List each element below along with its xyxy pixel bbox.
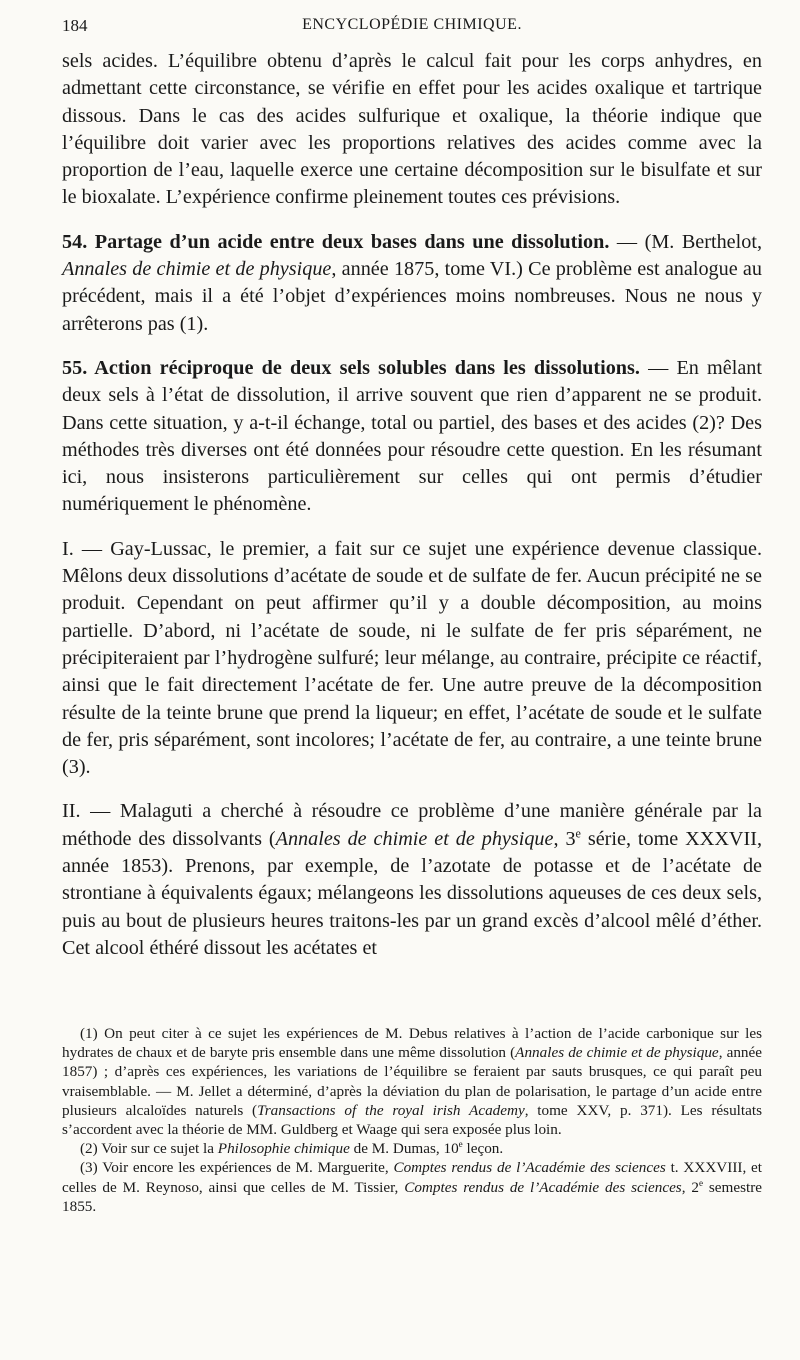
footnote-2 <box>62 1139 762 1158</box>
text-run: (2) Voir sur ce sujet la <box>80 1140 218 1158</box>
body-text <box>62 48 762 962</box>
text-run: semestre 1855. <box>62 1178 762 1215</box>
text-run: — En mêlant deux sels à l’état de dissolution, il arrive souvent que rien d’apparent ne se produit. Dans cette situation, y a-t-il échange, total ou partiel, des bases et des acides (2)? Des méthodes très diverses ont été données pour résoudre cette question. En les résumant ici, nous insisterons particulièrement sur celles qui ont permis d’étudier numériquement le phénomène. <box>62 356 762 516</box>
text-run: e <box>458 1139 463 1150</box>
text-run: , année 1875, tome VI.) Ce problème est analogue au précédent, mais il a été l’objet d’expériences moins nombreuses. Nous ne nous y arrêterons pas (1). <box>62 258 762 335</box>
section-55-part-I <box>62 536 762 782</box>
text-run: , année 1857) ; d’après ces expériences, les variations de l’équilibre se feraient par sauts brusques, ce qui paraît peu vraisemblable. — M. Jellet a déterminé, d’après la déviation du plan de polarisation, le partage d’un acide entre plusieurs alcaloïdes naturels ( <box>62 1044 762 1119</box>
footnotes <box>62 1024 762 1216</box>
page-number: 184 <box>62 16 88 35</box>
text-run: e <box>575 825 581 840</box>
section-55 <box>62 355 762 519</box>
text-run: , 2 <box>681 1178 699 1196</box>
text-run: (1) On peut citer à ce sujet les expériences de M. Debus relatives à l’action de l’acide carbonique sur les hydrates de chaux et de baryte pris ensemble dans une même dissolution ( <box>62 1025 762 1062</box>
text-run: Annales de chimie et de physique <box>62 258 332 281</box>
text-run: sels acides. L’équilibre obtenu d’après le calcul fait pour les corps anhydres, en admettant cette circonstance, se vérifie en effet pour les acides oxalique et tartrique dissous. Dans le cas des acides sulfurique et oxalique, la théorie indique que l’équilibre doit varier avec les proportions relatives des acides comme avec la proportion de l’eau, laquelle exerce une certaine décomposition sur le bisulfate et sur le bioxalate. L’expérience confirme pleinement toutes ces prévisions. <box>62 50 762 209</box>
text-run: série, tome XXXVII, année 1853). Prenons, par exemple, de l’azotate de potasse et de l’acétate de strontiane à équivalents égaux; mélangeons les dissolutions aqueuses de ces deux sels, puis au bout de plusieurs heures traitons-les par un grand excès d’alcool mêlé d’éther. Cet alcool éthéré dissout les acétates et <box>62 827 762 959</box>
text-run: (3) Voir encore les expériences de M. Marguerite, <box>80 1159 394 1177</box>
text-run: 55. Action réciproque de deux sels solubles dans les dissolutions. <box>62 356 640 379</box>
text-run: Comptes rendus de l’Académie des sciences <box>393 1159 666 1177</box>
text-run: , 3 <box>553 827 576 850</box>
running-head: ENCYCLOPÉDIE CHIMIQUE. <box>302 16 522 33</box>
text-run: leçon. <box>462 1140 504 1158</box>
text-run: II. — Malaguti a cherché à résoudre ce problème d’une manière générale par la méthode des dissolvants ( <box>62 800 762 850</box>
paragraph-continuation <box>62 48 762 212</box>
text-run: Annales de chimie et de physique <box>275 827 554 850</box>
text-run: de M. Dumas, 10 <box>349 1140 459 1158</box>
section-54 <box>62 229 762 338</box>
text-run: , tome XXV, p. 371). Les résultats s’accordent avec la théorie de MM. Guldberg et Waage qui sera exposée plus loin. <box>62 1101 762 1139</box>
text-run: I. — Gay-Lussac, le premier, a fait sur ce sujet une expérience devenue classique. Mêlons deux dissolutions d’acétate de soude et de sulfate de fer. Aucun précipité ne se produit. Cependant on peut affirmer qu’il y a double décomposition, au moins partielle. D’abord, ni l’acétate de soude, ni le sulfate de fer pris séparément, ne précipiteraient par l’hydrogène sulfuré; leur mélange, au contraire, précipite ce réactif, ainsi que le fait directement l’acétate de fer. Une autre preuve de la décomposition résulte de la teinte brune que prend la liqueur; en effet, l’acétate de soude et le sulfate de fer, pris séparément, sont incolores; l’acétate de fer, au contraire, a une teinte brune (3). <box>62 537 762 779</box>
footnote-1 <box>62 1024 762 1139</box>
text-run: — (M. Berthelot, <box>609 230 763 253</box>
text-run: 54. Partage d’un acide entre deux bases dans une dissolution. <box>62 230 610 253</box>
footnote-3 <box>62 1158 762 1216</box>
page-header <box>62 16 762 42</box>
text-run: Annales de chimie et de physique <box>515 1044 719 1062</box>
text-run: e <box>698 1177 704 1188</box>
text-run: Transactions of the royal irish Academy <box>257 1101 525 1119</box>
text-run: t. XXXVIII, et celles de M. Reynoso, ainsi que celles de M. Tissier, <box>62 1159 763 1196</box>
section-55-part-II <box>62 798 762 962</box>
text-run: Philosophie chimique <box>217 1140 350 1158</box>
text-run: Comptes rendus de l’Académie des sciences <box>404 1178 682 1196</box>
